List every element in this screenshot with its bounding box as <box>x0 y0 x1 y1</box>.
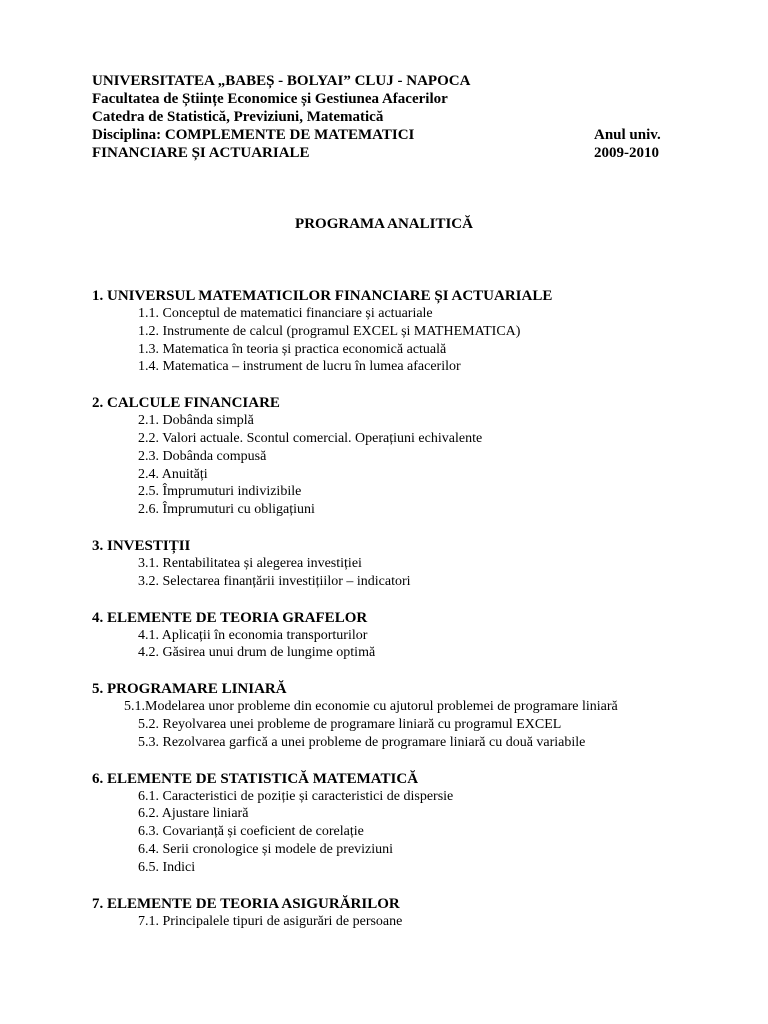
university-name: UNIVERSITATEA „BABEȘ - BOLYAI” CLUJ - NAPOCA <box>92 73 471 89</box>
document-title: PROGRAMA ANALITICĂ <box>295 216 473 232</box>
section-title: 6. ELEMENTE DE STATISTICĂ MATEMATICĂ <box>92 770 419 787</box>
section-title: 4. ELEMENTE DE TEORIA GRAFELOR <box>92 609 368 626</box>
section-item: 6.1. Caracteristici de poziție și caracteristici de dispersie <box>138 788 454 804</box>
discipline-line-1: Disciplina: COMPLEMENTE DE MATEMATICI <box>92 127 415 143</box>
section-title: 7. ELEMENTE DE TEORIA ASIGURĂRILOR <box>92 895 400 912</box>
department-name: Catedra de Statistică, Previziuni, Matematică <box>92 109 384 125</box>
section-item: 1.2. Instrumente de calcul (programul EXCEL și MATHEMATICA) <box>138 323 521 339</box>
section-item: 5.1.Modelarea unor probleme din economie cu ajutorul problemei de programare liniară <box>124 699 618 715</box>
section-6 <box>92 770 678 877</box>
section-item: 6.2. Ajustare liniară <box>138 806 249 822</box>
section-item: 5.3. Rezolvarea garfică a unei probleme de programare liniară cu două variabile <box>138 734 586 750</box>
section-item: 4.2. Găsirea unui drum de lungime optimă <box>138 645 376 661</box>
section-item: 2.3. Dobânda compusă <box>138 448 267 464</box>
section-title: 3. INVESTIȚII <box>92 537 191 554</box>
academic-year-value: 2009-2010 <box>594 145 659 161</box>
section-item: 6.4. Serii cronologice și modele de previziuni <box>138 841 394 857</box>
section-item: 2.6. Împrumuturi cu obligațiuni <box>138 502 315 518</box>
section-item: 3.2. Selectarea finanțării investițiilor – indicatori <box>138 573 411 589</box>
discipline-row-2 <box>92 144 670 162</box>
section-title: 5. PROGRAMARE LINIARĂ <box>92 681 287 698</box>
discipline-line-2: FINANCIARE ȘI ACTUARIALE <box>92 145 310 161</box>
discipline-row-1 <box>92 126 670 144</box>
section-item: 2.2. Valori actuale. Scontul comercial. Operațiuni echivalente <box>138 430 483 446</box>
section-item: 4.1. Aplicații în economia transporturilor <box>138 627 368 643</box>
section-2 <box>92 394 678 519</box>
section-item: 2.4. Anuități <box>138 466 208 482</box>
document-header <box>92 72 670 162</box>
section-item: 6.3. Covarianță și coeficient de corelație <box>138 824 364 840</box>
faculty-name: Facultatea de Științe Economice și Gestiunea Afacerilor <box>92 91 448 107</box>
section-item: 7.1. Principalele tipuri de asigurări de persoane <box>138 913 403 929</box>
section-5 <box>92 680 678 751</box>
section-item: 6.5. Indici <box>138 859 196 875</box>
section-1 <box>92 287 678 376</box>
academic-year-label: Anul univ. <box>594 127 661 143</box>
section-4 <box>92 609 678 663</box>
section-item: 5.2. Reyolvarea unei probleme de programare liniară cu programul EXCEL <box>138 716 562 732</box>
section-7 <box>92 895 678 931</box>
section-item: 3.1. Rentabilitatea și alegerea investiției <box>138 555 362 571</box>
section-title: 2. CALCULE FINANCIARE <box>92 395 280 412</box>
section-item: 1.1. Conceptul de matematici financiare și actuariale <box>138 306 433 321</box>
section-item: 2.5. Împrumuturi indivizibile <box>138 484 302 500</box>
syllabus-content <box>92 287 678 948</box>
section-3 <box>92 537 678 591</box>
section-item: 1.4. Matematica – instrument de lucru în lumea afacerilor <box>138 359 461 375</box>
section-item: 1.3. Matematica în teoria și practica economică actuală <box>138 341 447 357</box>
section-item: 2.1. Dobânda simplă <box>138 413 254 429</box>
section-title: 1. UNIVERSUL MATEMATICILOR FINANCIARE ȘI ACTUARIALE <box>92 288 553 304</box>
